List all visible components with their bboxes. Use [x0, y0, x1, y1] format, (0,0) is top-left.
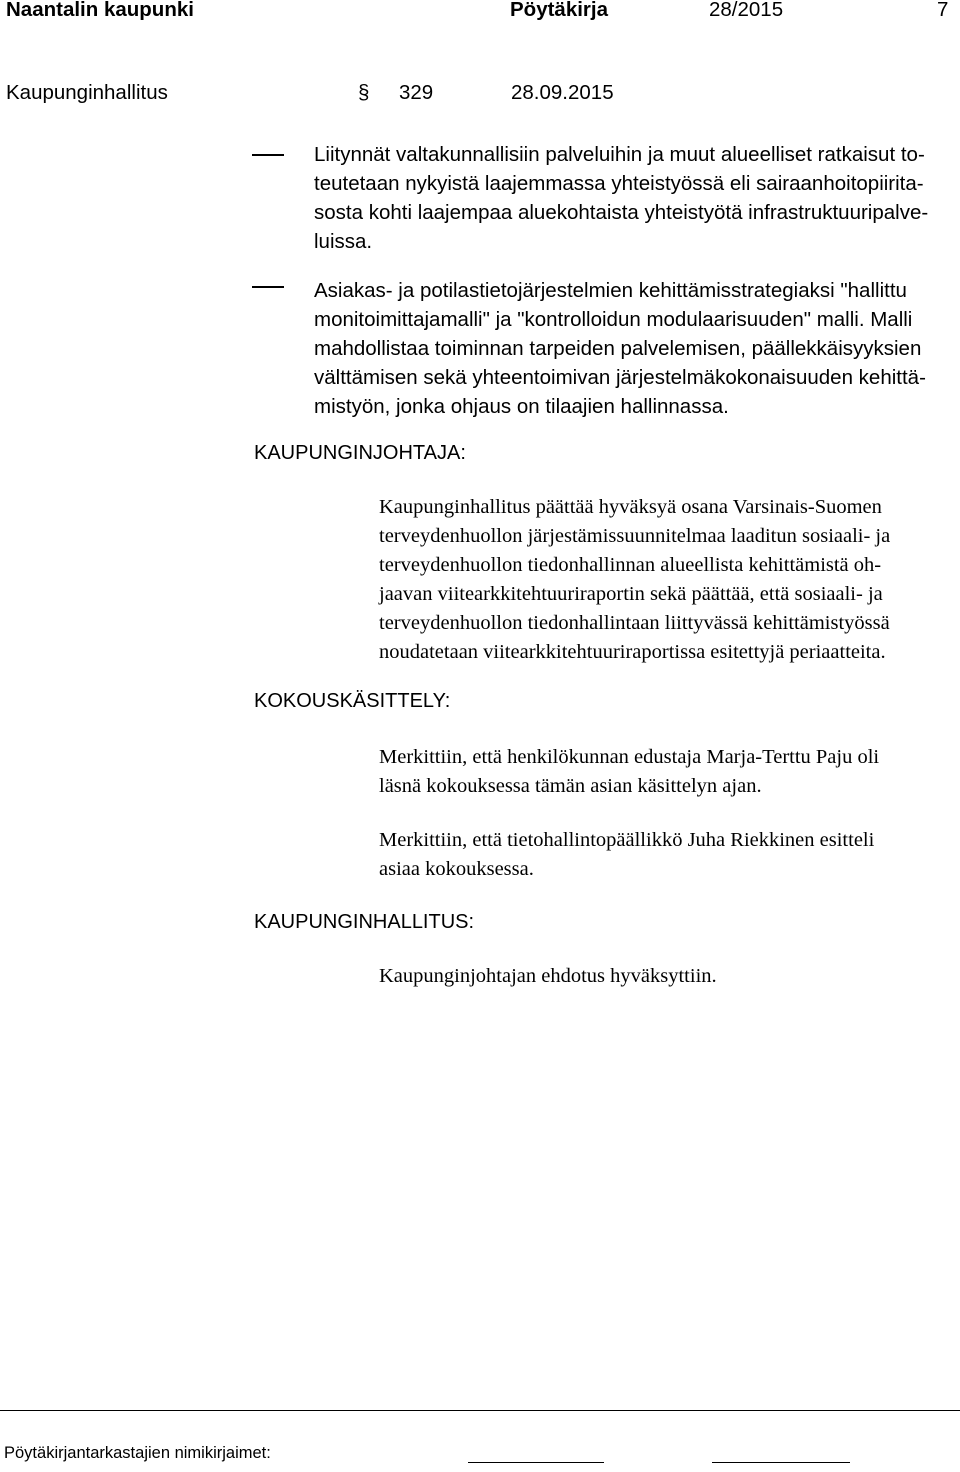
bullet-dash — [252, 286, 284, 288]
meeting-note — [379, 826, 874, 884]
text-line: mahdollistaa toiminnan tarpeiden palvelemisen, päällekkäisyyksien — [314, 337, 922, 360]
text-line: läsnä kokouksessa tämän asian käsittelyn ajan. — [379, 775, 762, 797]
text-line: noudatetaan viitearkkitehtuuriraportissa esitettyjä periaatteita. — [379, 641, 886, 663]
city-name: Naantalin kaupunki — [6, 0, 194, 21]
bullet-paragraph — [314, 140, 928, 256]
text-line: Asiakas- ja potilastietojärjestelmien kehittämisstrategiaksi "hallittu — [314, 279, 907, 302]
board-label: KAUPUNGINHALLITUS: — [254, 911, 475, 933]
text-line: luissa. — [314, 230, 373, 253]
document-type: Pöytäkirja — [510, 0, 608, 21]
text-line: Merkittiin, että henkilökunnan edustaja Marja-Terttu Paju oli — [379, 746, 880, 768]
footer-divider — [0, 1410, 960, 1411]
text-line: välttämisen sekä yhteentoimivan järjestelmäkokonaisuuden kehittä- — [314, 366, 926, 389]
signatures-label: Pöytäkirjantarkastajien nimikirjaimet: — [4, 1444, 271, 1462]
issue-number: 28/2015 — [709, 0, 784, 21]
mayor-label: KAUPUNGINJOHTAJA: — [254, 442, 466, 464]
section-number: 329 — [399, 81, 434, 104]
text-line: Kaupunginhallitus päättää hyväksyä osana Varsinais-Suomen — [379, 496, 882, 518]
meeting-label: KOKOUSKÄSITTELY: — [254, 690, 451, 712]
mayor-proposal — [379, 493, 890, 667]
text-line: terveydenhuollon tiedonhallintaan liittyvässä kehittämistyössä — [379, 612, 890, 634]
signature-line — [468, 1462, 604, 1463]
meeting-note — [379, 743, 879, 801]
text-line: Liitynnät valtakunnallisiin palveluihin ja muut alueelliset ratkaisut to- — [314, 143, 925, 166]
text-line: mistyön, jonka ohjaus on tilaajien hallinnassa. — [314, 395, 729, 418]
text-line: monitoimittajamalli" ja "kontrolloidun modulaarisuuden" malli. Malli — [314, 308, 913, 331]
text-line: jaavan viitearkkitehtuuriraportin sekä päättää, että sosiaali- ja — [379, 583, 883, 605]
signature-line — [712, 1462, 850, 1463]
text-line: terveydenhuollon järjestämissuunnitelmaa laaditun sosiaali- ja — [379, 525, 891, 547]
section-symbol: § — [358, 81, 370, 104]
text-line: Kaupunginjohtajan ehdotus hyväksyttiin. — [379, 965, 717, 987]
text-line: asiaa kokouksessa. — [379, 858, 534, 880]
text-line: teutetaan nykyistä laajemmassa yhteistyössä eli sairaanhoitopiirita- — [314, 172, 924, 195]
text-line: Merkittiin, että tietohallintopäällikkö Juha Riekkinen esitteli — [379, 829, 875, 851]
text-line: terveydenhuollon tiedonhallinnan alueellista kehittämistä oh- — [379, 554, 882, 576]
text-line: sosta kohti laajempaa aluekohtaista yhteistyötä infrastruktuuripalve- — [314, 201, 929, 224]
bullet-dash — [252, 154, 284, 156]
bullet-paragraph — [314, 276, 926, 421]
page-number: 7 — [937, 0, 949, 21]
board-name: Kaupunginhallitus — [6, 81, 168, 104]
board-decision — [379, 962, 717, 991]
meeting-date: 28.09.2015 — [511, 81, 614, 104]
